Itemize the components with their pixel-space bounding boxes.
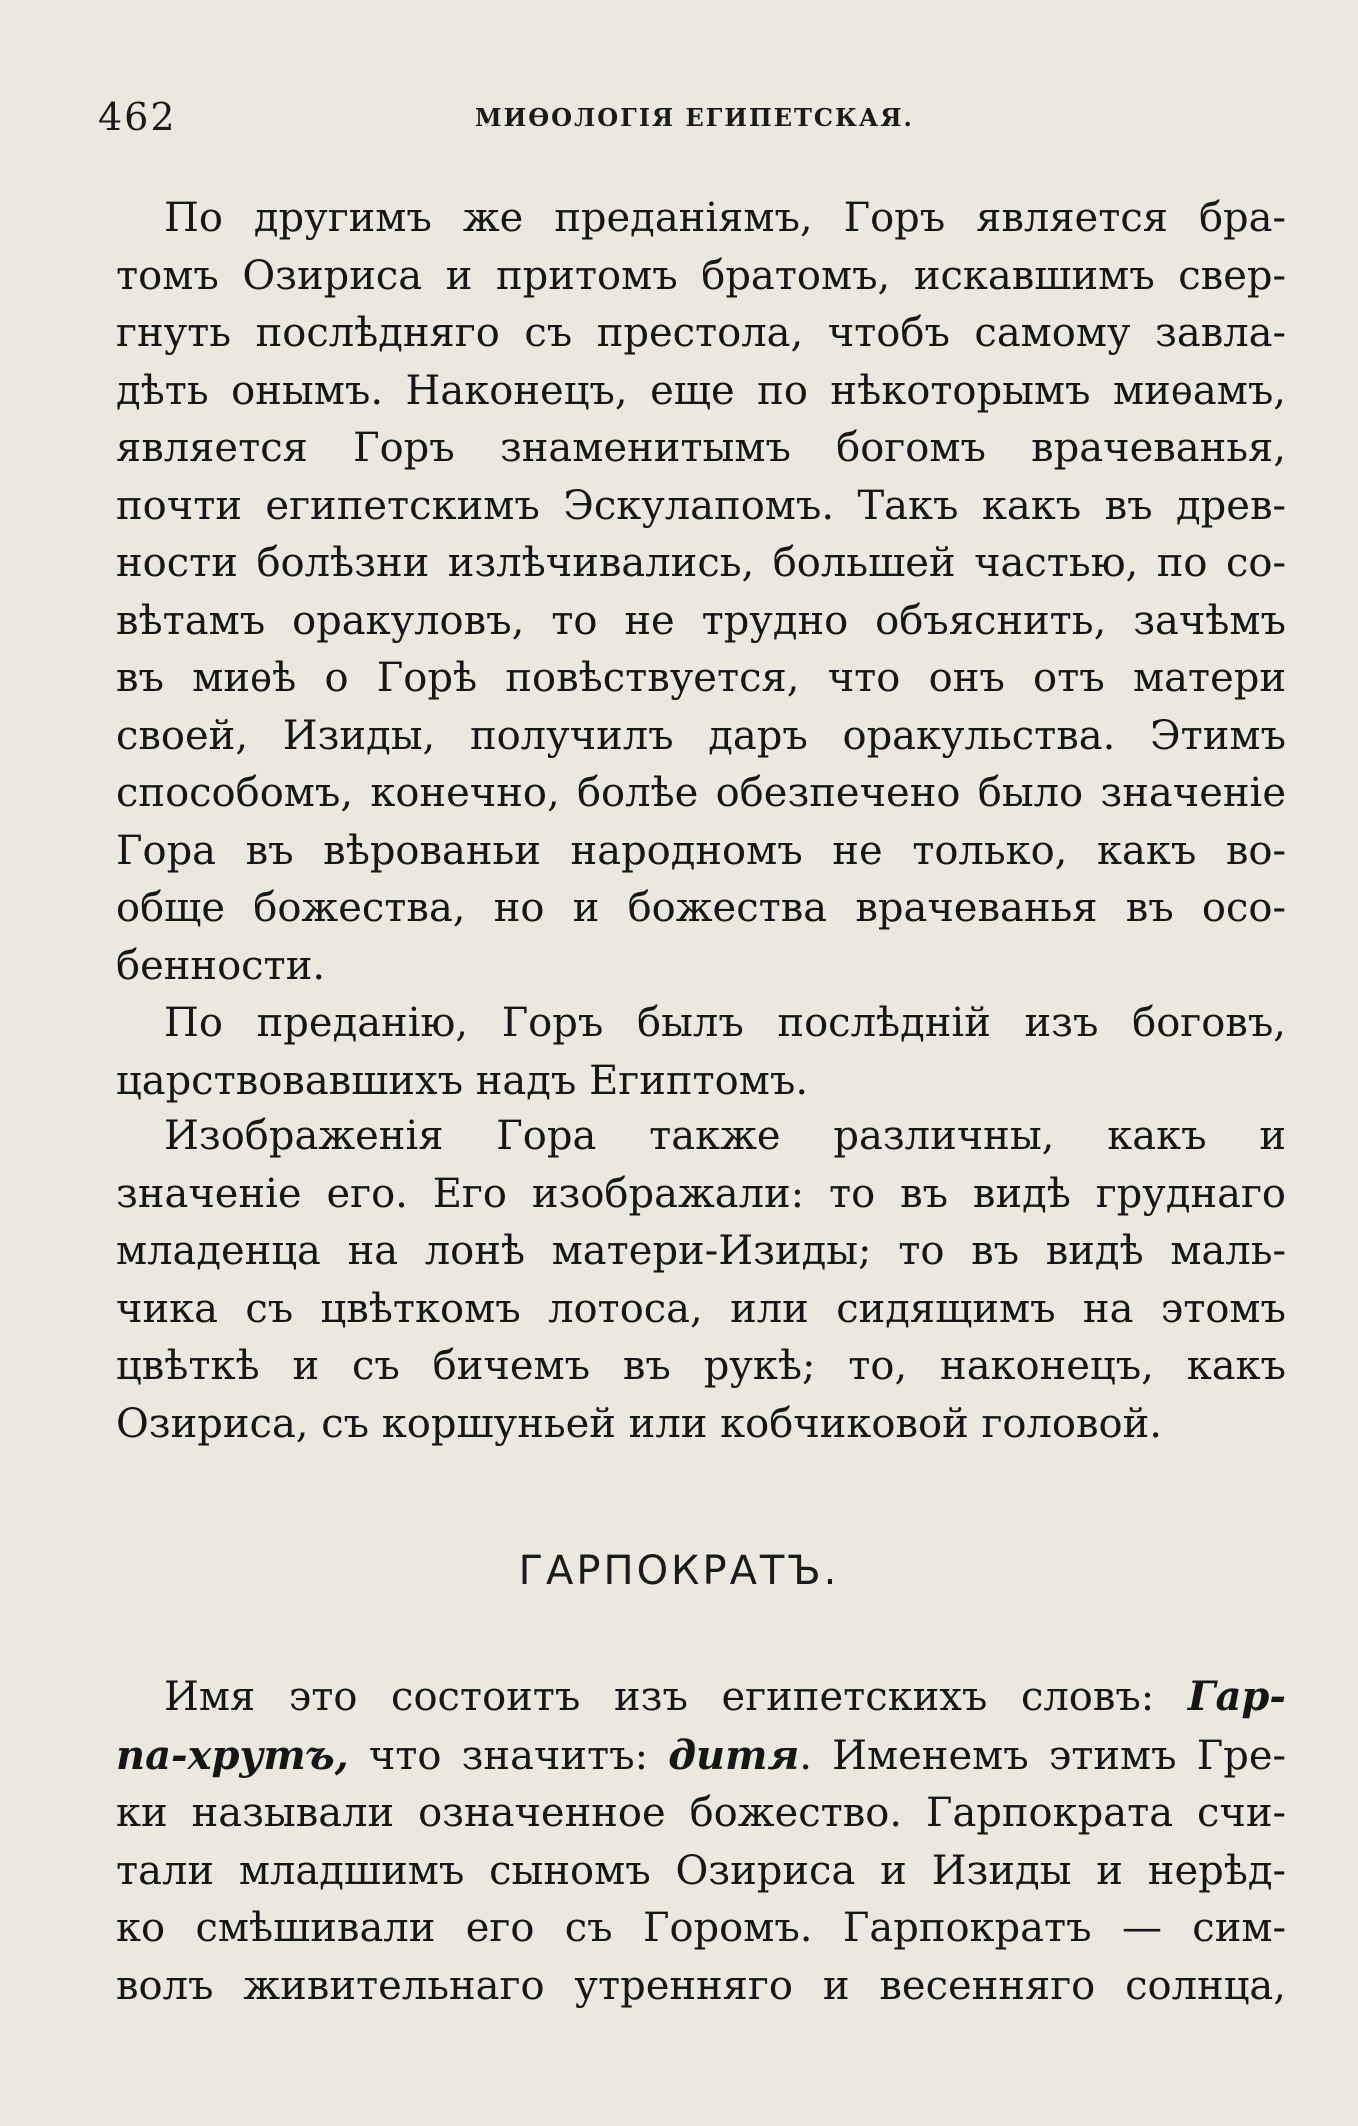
text-line: цвѣткѣ и съ бичемъ въ рукѣ; то, наконецъ, какъ xyxy=(116,1343,1286,1389)
italic-term: па-хрутъ, xyxy=(116,1731,349,1779)
text-line: дѣть онымъ. Наконецъ, еще по нѣкоторымъ миѳамъ, xyxy=(116,367,1286,414)
text-line: почти египетскимъ Эскулапомъ. Такъ какъ въ древ- xyxy=(116,482,1286,529)
italic-term: дитя xyxy=(668,1731,800,1779)
text-line: гнуть послѣдняго съ престола, чтобъ самому завла- xyxy=(116,310,1286,356)
running-head: МИѲОЛОГІЯ ЕГИПЕТСКАЯ. xyxy=(475,103,914,132)
paragraph-3 xyxy=(116,1108,1286,1453)
text-line: младенца на лонѣ матери-Изиды; то въ видѣ маль- xyxy=(116,1228,1286,1274)
text-run: что значитъ: xyxy=(348,1732,669,1779)
paragraph-2 xyxy=(116,995,1286,1110)
text-line: Гора въ вѣрованьи народномъ не только, какъ во- xyxy=(116,827,1286,874)
text-line: Изображенія Гора также различны, какъ и xyxy=(164,1113,1286,1159)
text-line: волъ живительнаго утренняго и весенняго солнца, xyxy=(116,1962,1286,2009)
text-line: способомъ, конечно, болѣе обезпечено было значеніе xyxy=(116,770,1286,816)
text-line: вѣтамъ оракуловъ, то не трудно объяснить, зачѣмъ xyxy=(116,597,1286,644)
page-number: 462 xyxy=(98,95,177,139)
text-line: По другимъ же преданіямъ, Горъ является бра- xyxy=(164,195,1286,241)
text-line: своей, Изиды, получилъ даръ оракульства. Этимъ xyxy=(116,712,1286,759)
text-line: чика съ цвѣткомъ лотоса, или сидящимъ на этомъ xyxy=(116,1285,1286,1332)
text-line xyxy=(116,1668,1286,1727)
italic-term: Гар- xyxy=(1187,1673,1286,1720)
text-line: обще божества, но и божества врачеванья въ осо- xyxy=(116,885,1286,931)
text-line: ности болѣзни излѣчивались, большей частью, по со- xyxy=(116,540,1286,586)
text-line: томъ Озириса и притомъ братомъ, искавшимъ свер- xyxy=(116,252,1286,299)
text-line: ко смѣшивали его съ Горомъ. Гарпократъ — сим- xyxy=(116,1905,1286,1951)
text-line: ки называли означенное божество. Гарпократа счи- xyxy=(116,1790,1286,1836)
text-line: бенности. xyxy=(116,942,326,989)
paragraph-1 xyxy=(116,190,1286,995)
text-line: По преданію, Горъ былъ послѣдній изъ боговъ, xyxy=(164,1000,1286,1046)
text-line: значеніе его. Его изображали: то въ видѣ груднаго xyxy=(116,1170,1286,1217)
text-line xyxy=(116,1727,1286,1786)
text-line: является Горъ знаменитымъ богомъ врачеванья, xyxy=(116,425,1286,471)
page-header xyxy=(0,95,1358,145)
text-line: въ миѳѣ о Горѣ повѣствуется, что онъ отъ матери xyxy=(116,655,1286,701)
paragraph-4 xyxy=(116,1668,1286,2015)
text-run: . Именемъ этимъ Гре- xyxy=(799,1732,1287,1779)
text-line: тали младшимъ сыномъ Озириса и Изиды и нерѣд- xyxy=(116,1847,1286,1894)
text-line: царствовавшихъ надъ Египтомъ. xyxy=(116,1057,809,1104)
text-run: Имя это состоитъ изъ египетскихъ словъ: xyxy=(164,1674,1188,1720)
text-line: Озириса, съ коршуньей или кобчиковой головой. xyxy=(116,1400,1162,1447)
section-title: ГАРПОКРАТЪ. xyxy=(518,1548,840,1594)
